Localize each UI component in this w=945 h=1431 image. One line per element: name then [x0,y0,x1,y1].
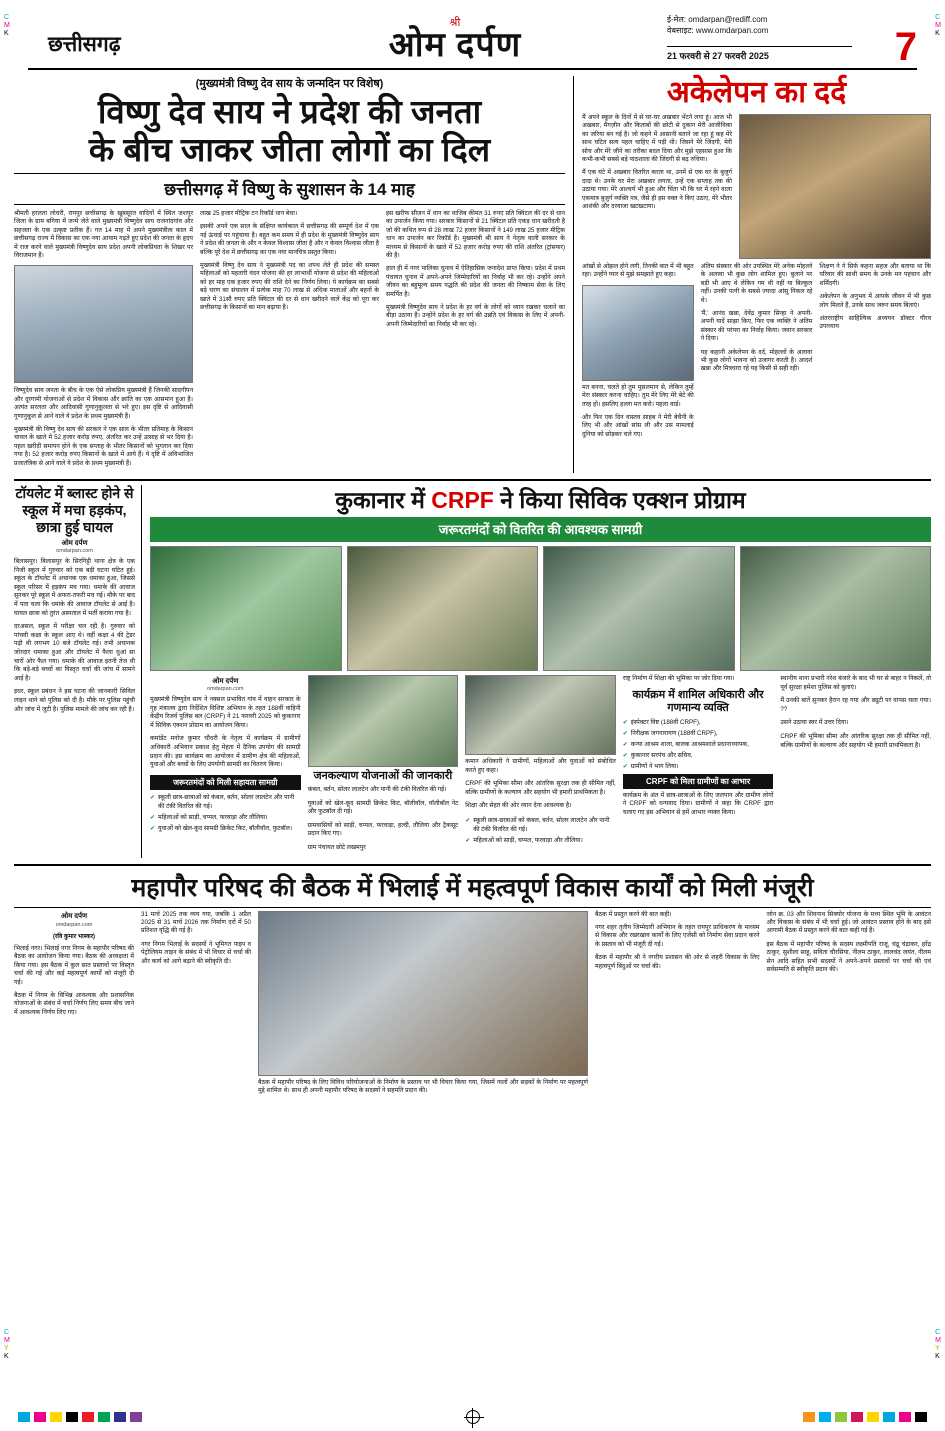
lead-story [14,76,574,473]
byline-site: omdarpan.com [56,548,93,555]
story-para: मैं उनकी बातें सुनकर हैरान रह गया और ड्यूटी पर वापस चला गया। ?? [780,697,931,713]
website-row [667,25,917,36]
swatch-yellow [50,1412,62,1422]
cm-portrait-photo [14,265,193,383]
swatch-light-blue [819,1412,831,1422]
author-portrait-photo [582,285,694,381]
story-para: CRPF की भूमिका सीमा और आंतरिक सुरक्षा तक ही सीमित नहीं, बल्कि ग्रामीणों के कल्याण और सहयोग भी हमारी प्राथमिकता है। [465,780,616,796]
toilet-blast-byline [14,539,135,554]
logo-top-text: श्री [449,17,461,30]
lead-subhead: छत्तीसगढ़ में विष्णु के सुशासन के 14 माह [14,173,565,205]
crpf-section [14,485,931,858]
crpf-photo-group [308,675,459,767]
swatch-cyan [18,1412,30,1422]
press-color-bar [0,1411,945,1423]
story-para: नगर शहर तृतीय जिम्मेदारी अभियान के तहत रायपुर प्राधिकरण के माध्यम से विकास और रखरखाव कार्यों के लिए एजेंसी को निर्माण सेवा प्रदान करने के प्रस्ताव को भी मंजूरी दी गई। [595,924,760,948]
byline-name: ओम दर्पण [212,678,239,686]
crpf-subhead-schemes: जनकल्याण योजनाओं की जानकारी [313,770,453,783]
story-para: बिलासपुर। बिलासपुर के सिरगिट्टी थाना क्षेत्र के एक निजी स्कूल में गुरुवार को एक बड़ी घटना घटित हुई। स्कूल के टॉयलेट में अचानक एक धमाका हुआ, जिससे स्कूल परिसर में हड़कंप मच गया। धमाके की आवाज सुनकर पूरे स्कूल में अफरा-तफरी मच गई। मौके पर बाद में पता चला कि धमाके की आवाज टॉयलेट से आई है। घायल छात्रा को तुरंत अस्पताल में भर्ती कराया गया है। [14,558,135,617]
main-content [14,76,931,473]
mayor-rule [14,907,931,908]
registration-mark-bottom-left: C M Y K [4,1329,10,1360]
toilet-blast-story [14,485,142,858]
lead-para: मुख्यमंत्री विष्णुदेव साय ने प्रदेश के हर वर्ग के लोगों को ध्यान रखकर चलाने का बीड़ा उठाया है। उन्होंने प्रदेश के हर वर्ग की उन्नति एवं विकास के लिए में अपनी-अपनी जिम्मेदारियों का निर्वाह भी कर रहे। [386,304,565,328]
swatch-red [82,1412,94,1422]
lead-para: हाल ही में नगर पालिका चुनाव में ऐतिहासिक जनादेश प्राप्त किया। प्रदेश में प्रथम पंचायत चुनाव में अपने-अपने जिम्मेदारियों का निर्वाह भी कर रहे। उन्होंने अपने जीवन का बहुमूल्य समय पद्धति की प्रदेश की जनता की निष्काम सेवा के लिए समर्पित है। [386,265,565,298]
lonely-para: और फिर एक दिन वास्तव साहब ने मेरी बेचैनी के लिए भी और आंखों सांस ली और उस मामलाई दुनिया को छोड़कर चले गए। [582,414,694,438]
toilet-blast-body [14,558,135,714]
state-name: छत्तीसगढ़ [48,33,121,56]
story-para: स्थानीय थाना प्रभारी नरेश बंजारे के बाद भी घर से बाहर न निकलें, तो पूर्व सुरक्षा हमेशा पुलिस को बुलाएं। [780,675,931,691]
list-item: ✔ कन्या आश्रम शाला, बालक आश्रमशाले प्रधानाध्यापक, [623,740,774,749]
byline-site: omdarpan.com [206,686,244,693]
story-para: 31 मार्च 2025 तक व्यय गया, जबकि 1 अप्रैल 2025 से 31 मार्च 2026 तक निर्माण दरों में 50 प्रतिशत वृद्धि की गई है। [141,910,251,935]
story-para: बैठक में निगम के विभिन्न आवश्यक और प्रशासनिक योजनाओं के संबंध में चर्चा निर्णय लिए समय बीच जाने में आवश्यक निर्णय लिए गए। [14,991,134,1016]
story-para: इस बैठक में महापौर परिषद के सदस्य लक्ष्मीपति राजू, चंद्रू चंद्राकर, हरेंद्र ठाकुर, सुशीला साहू, सविता चौरसिया, नीलम ठाकुर, लालचंद जयंत, नीलम सेन आदि सहित सभी सदस्यों ने अपने-अपने प्रस्तावों पर चर्चा की एवं सर्वसम्मति से स्वीकृति प्रदान की। [766,940,931,974]
story-para: कंबल, बर्तन, सोलर लालटेन और पानी की टंकी वितरित की गई। [307,786,447,794]
registration-mark-top-right: C M K [935,14,941,37]
lonely-para: शिक्षण ने ने सिर्फ़ कहना सहज और बताया था कि परिवार की साथी समय के उनके मन पहचान और शर्मिंदगी। [819,263,932,287]
story-para: दरअसल, स्कूल में परीक्षा चल रही है। गुरुवार को पांचवी कक्षा के स्कूल आए थे। वहीं कक्षा 4 की ट्रेडर पढ़ी थी लगभग 10 बजे टॉयलेट गई। तभी अचानक जोरदार धमाका हुआ और टॉयलेट में फैला धुआं सा चारों ओर फैल गया। धमाके की आवाज इतनी तेज थी कि बड़े-बड़े बच्चों का विस्तृत चर्चा की जांच में सामने आई है। [14,623,135,682]
story-para: ग्रामवासियों को साड़ी, चप्पल, फरवाड़ा, हल्दी, तौलिया और ट्रैकसूट प्रदान किए गए। [307,821,459,838]
lead-para: लाख 25 हजार मीट्रिक टन रिकॉर्ड धान बेचा। [200,210,298,217]
list-item: ✔ स्कूली छात्र-छात्राओं को कंबल, बर्तन, सोलर लालटेन और पानी की टंकी वितरित की गई। [465,816,616,834]
lonely-story [574,76,931,473]
byline-site: omdarpan.com [55,922,93,929]
list-item: ✔ महिलाओं को साड़ी, चप्पल, फरवाड़ा और तौलिया। [465,836,616,845]
crpf-headline-pre: कुकानार में [335,487,432,514]
lonely-column-3 [701,263,813,444]
swatch-yellow-2 [867,1412,879,1422]
masthead-contact-block [667,14,917,69]
crpf-column-2 [308,675,459,858]
lonely-para: मैं एक घंटे में अखबार वितरित करता था, उनमें से एक घर के बुजुर्ग दादा थे। उनके घर मेरा अखबार लगता, उन्हें एक सप्ताह तक की उठाया गया। मेरे आश्चर्य भी हुआ और चिंता भी कि घर में रहने वाला एकमात्र बुजुर्ग व्यक्ति पत्र, जैसे ही इस वक्त ने किए उठाए, मेरे भीतर आशंकी और दरवाजा खटखटाया। [582,169,732,211]
lead-para: मुख्यमंत्री की विष्णु देव साय की सरकार ने एक साल के भीतर प्रतिमाह के किसान चावल के खाते में 52 हजार करोड़ रुपए, अंतरित कर उन्हें उत्साह से भर दिया है। पहल खरीदी समापन होने के एक सप्ताह के भीतर किसानों को भुगतान कर दिया गया है। 52 हजार करोड़ रुपए किसानों के खाते में आये हैं। ये दृष्टि में अविभाजित प्रजातंत्रिक से आने वाले ये प्रदेश के प्रथम मुख्यमंत्री हैं। [14,426,193,467]
crpf-column-4 [623,675,774,858]
list-item: ✔ कुकानार सरपंच और सचिव, [623,751,774,760]
lonely-column-4 [819,263,931,444]
swatch-green [98,1412,110,1422]
mayor-column-1 [14,911,134,1101]
lead-body-columns [14,210,565,473]
crpf-col5-body [780,675,931,750]
crpf-photo-watertank [543,546,735,671]
story-para: जोन क्र. 03 और शिवनाथ सिक्योर योजना के मध्य स्थित भूमि के आवंटन और विकास के संबंध में भी चर्चा हुई। जो आवंटन प्रस्ताव होने के बाद इसे आगामी बैठक में प्रस्तुत करने की बात कही गई है। [766,910,931,935]
crpf-headline-acronym: CRPF [431,487,494,514]
toilet-blast-headline: टॉयलेट में ब्लास्ट होने से स्कूल में मचा हड़कंप, छात्रा हुई घायल [15,485,134,536]
story-para: CRPF की भूमिका सीमा और आंतरिक सुरक्षा तक ही सीमित नहीं, बल्कि ग्रामीणों के कल्याण और सहयोग भी हमारी प्राथमिकता है। [780,733,931,749]
registration-target-icon [466,1410,480,1424]
crpf-subhead-officials: कार्यक्रम में शामिल अधिकारी और गणमान्य व्यक्ति [632,688,764,714]
story-para: राष्ट्र निर्माण में शिक्षा की भूमिका पर जोर दिया गया। [622,675,735,683]
story-para: कमान अधिकारी ने ग्रामीणों, महिलाओं और युवाओं को संबोधित करते हुए कहा। [465,758,616,774]
swatch-magenta [34,1412,46,1422]
lonely-column-2 [582,263,694,444]
crpf-byline [150,677,301,692]
lead-headline-line2: के बीच जाकर जीता लोगों का दिल [88,131,491,168]
mayor-headline: महापौर परिषद की बैठक में भिलाई में महत्वपूर्ण विकास कार्यों को मिली मंजूरी [131,873,814,902]
byline-name: ओम दर्पण [61,540,88,548]
mayor-reporter: (रवि कुमार भास्कर) [52,934,96,941]
swatch-orange [803,1412,815,1422]
crpf-col2-body [308,786,459,853]
lonely-photo-student-elder [739,114,931,259]
masthead-logo-block [243,15,667,64]
website-value: www.omdarpan.com [695,26,769,35]
crpf-story [150,485,931,858]
byline-name: ओम दर्पण [60,912,88,920]
color-swatches-left [18,1412,142,1422]
email-row [667,14,917,25]
swatch-violet [130,1412,142,1422]
lead-column-1 [14,210,193,473]
crpf-photo-officials [740,546,932,671]
website-label: वेबसाइट: [667,26,694,35]
crpf-column-3 [465,675,616,858]
lonely-headline: अकेलेपन का दर्द [666,76,847,109]
crpf-aid-list [150,793,301,833]
lead-headline-line1: विष्णु देव साय ने प्रदेश की जनता [97,93,482,130]
lonely-para: मत बनना, चलते हो तुम मुसलमान से, लेकिन तुम्हें मेरा संस्कार करना चाहिए। तुम मेरे लिए मेरे बेटे की तरह हो। इसलिए हल्ला मत करो। पहला वार्ड। [582,383,694,408]
crpf-headline [150,487,931,513]
story-para: युवाओं को खेल-कूद सामग्री क्रिकेट किट, बॉलीवॉल, वॉलीबॉल नेट और फुटबॉल दी गई। [307,799,459,816]
newspaper-logo: ओम दर्पण [388,26,522,65]
story-para: कार्यक्रम के अंत में छात्र-छात्राओं के लिए जलपान और ग्रामीण लोगों ने CRPF को धन्यवाद दिया। ग्रामीणों ने कहा कि CRPF द्वारा चलाए गए इस अभियान से हमें आभार व्यक्त किया। [622,791,774,816]
lead-para: श्रीमती हरलता लोधरी, रायपुर छत्तीसगढ़ के खूबसूरत वादियों में स्थित जशपुर जिला के ग्राम बगिया में जन्मे जेते वाले मुख्यमंत्री विष्णुदेव साय राजनांदगांव और सहजता के एक उत्कृष्ट प्रतीक हैं। गत 14 माह में अपने मुख्यमंत्रीत्व काल में छत्तीसगढ़ राज्य में विकास का एक नया आयाम गढ़ते हुए प्रदेश की जनता के हृदय में राज करने वाले मुख्यमंत्री विष्णुदेव साय प्रदेश अपनी लोकप्रियता के शिखर पर विराजमान हैं। [14,210,193,260]
story-para: बैठक में महापौर परिषद के लिए विविध परियोजनाओं के निर्माण के प्रस्ताव पर भी विचार किया गया, जिसमें नालों और सड़कों के निर्माण पर महत्वपूर्ण मुद्दे शामिल थे। साथ ही अपनी महापौर परिषद के सदस्यों ने सहमति प्रदान की। [258,1078,588,1095]
lead-kicker: (मुख्यमंत्री विष्णु देव साय के जन्मदिन पर विशेष) [195,78,384,90]
lead-para: इसकी अपने एक साल के संक्षिप्त कार्यकाल में छत्तीसगढ़ की सम्पूर्ण देश में एक नई ऊंचाई पर पहुंचाया है। बहुत कम समय में ही प्रदेश के मुख्यमंत्री विष्णुदेव साय ने प्रदेश की जनता के और न केवल विश्वास जीता है और न केवल विश्वास जीता है बल्कि पूरे देश में छत्तीसगढ़ का एक नया मानचित्र प्रस्तुत किया। [200,223,379,256]
story-para: बैठक में प्रस्तुत करने की बात कही। [595,910,672,918]
list-item: ✔ निरीक्षक जगनारायण (188वीं CRPF), [623,729,774,738]
lead-headline [14,93,565,169]
story-para: मुख्यमंत्री विष्णुदेव साय ने नक्सल प्रभावित गांव में वाहन सरकार के गृह मंत्रालय द्वारा निर्देशित विशिष्ट अभियान के तहत 188वीं वाहिनी केंद्रीय रिजर्व पुलिस बल (CRPF) ने 21 फरवरी 2025 को कुकानार में सिविक एक्शन प्रोग्राम का आयोजन किया। [150,696,301,729]
registration-mark-bottom-right: C M Y K [935,1329,941,1360]
lonely-top-row [582,114,931,263]
lonely-para: अंतिम संस्कार की ओर उपस्थित मेरे अनेक मोहल्ले के अलावा भी कुछ लोग शामिल हुए। बुलाने पर बड़ी भी आए थे लेकिन गम थी नहीं या बिल्कुल नहीं। उनकी पत्नी के सबसे ज्यादा आंसू निकल रहे थे। [700,263,813,304]
lead-para: इस खरीफ सीजन में धान का वाजिब कीमत 31 रुपए प्रति क्विंटल की दर से धान का उपार्जन किया गया। सरकार किसानों से 21 क्विंटल प्रति एकड़ धान खरीदती है जो की कथित रूप से 28 लाख 72 हजार किसानों ने 149 लाख 25 हजार मीट्रिक धान का उपार्जन कर रिकॉर्ड है। मुख्यमंत्री श्री साय ने नेतृत्व वाली सरकार के माध्यम से किसानों के खाते में 52 हजार करोड़ रुपए की राशि अंतरित (ट्रांसफर) की है। [386,210,565,260]
crpf-col3-body [465,758,616,811]
swatch-black-2 [915,1412,927,1422]
mayor-byline [14,913,134,930]
crpf-col1-body [150,696,301,770]
lonely-bottom-row [582,263,931,444]
story-para: बैठक में महापौर श्री ने नगरीय प्रशासन की ओर से शहरी विकास के लिए महत्वपूर्ण बिंदुओं पर चर्चा की। [595,954,760,970]
page-number: 7 [894,25,917,69]
crpf-photo-row [150,546,931,671]
story-para: नगर निगम भिलाई के सदस्यों ने भूमिगत पाइप व पेट्रोलियम लाइन के संबंध में भी विचार से चर्चा की और कार्य को आगे बढ़ाने की स्वीकृति दी। [141,940,251,965]
swatch-black [66,1412,78,1422]
lonely-photo-wrap [739,114,931,263]
crpf-closing [623,792,774,818]
swatch-pink [851,1412,863,1422]
crpf-col4-body [623,675,774,684]
list-item: ✔ युवाओं को खेल-कूद सामग्री क्रिकेट किट, बॉलीवॉल, फुटबॉल। [150,824,301,833]
crpf-mixed-list [465,816,616,845]
mayor-column-3 [595,911,760,1101]
registration-target-wrap [142,1410,803,1424]
crpf-subhead-thanks: CRPF को मिला ग्रामीणों का आभार [623,774,774,789]
crpf-photo-handover [347,546,539,671]
email-label: ई-मेल: [667,15,687,24]
swatch-magenta-2 [899,1412,911,1422]
crpf-columns [150,675,931,858]
bottom-section-divider [14,864,931,866]
list-item: ✔ इंस्पेक्टर विष्ट (188वीं CRPF), [623,718,774,727]
lonely-para: अकेलेपन के अनुभव में आपके जीवन में भी कुछ लोग मिलते हैं, उनके साथ जरूर समय बिताएं। [819,293,932,309]
masthead [28,14,917,70]
mayor-photo-column [258,911,588,1101]
crpf-column-5 [780,675,931,858]
registration-mark-top-left: C M K [4,14,10,37]
mayor-columns [14,911,931,1101]
crpf-photo-distribution [150,546,342,671]
lead-column-2 [200,210,379,473]
swatch-blue [114,1412,126,1422]
story-para: उसने उठाया स्वर में उत्तर दिया। [780,719,849,727]
issue-date: 21 फरवरी से 27 फरवरी 2025 [667,46,852,62]
story-para: कमांडेंट मनोज कुमार चौधरी के नेतृत्व में कार्यक्रम में ग्रामीणों अधिकारी अभियान प्रकाश हेतु मेहता में दैनिक उपयोग की सामग्री प्रदान की। इस कार्यक्रम का आयोजन में ग्रामीण क्षेत्र की महिलाओं, युवाओं और बच्चों के लिए उपयोगी सामग्री का वितरण किया। [150,735,301,769]
lonely-para: मैं अपने स्कूल के दिनों में से घर-घर अखबार भेंटने लगा हूं। आज भी अखबार, मैगज़ीन और किताबों की छोटी से दुकान मेरी आजीविका का जरिया बन गई है। जो कहने में आसानी बताने जा रहा हूं कह मेरे साथ घटित सत्य पहल चाहिए में पड़ी थी। जिसने मेरे जिंदगी, मेरी सोच और मेरे जीने का तरीका बदल दिया और मुझे एहसास हुआ कि कभी-कभी सबसे बड़े पाठशाला की जिंदगी से बढ़ रुचिया। [582,114,732,164]
list-item: ✔ ग्रामीणों ने भाग लिया। [623,762,774,771]
lonely-column-1 [582,114,732,263]
color-swatches-right [803,1412,927,1422]
lonely-para: आंखों से ओझल होने लगी, तिनकी बात में भी बहुत रहा। उन्होंने प्यार से मुझे समझाते हुए कहा। [582,263,694,279]
swatch-light-green [835,1412,847,1422]
crpf-headline-post: ने किया सिविक एक्शन प्रोग्राम [493,487,746,514]
list-item: ✔ स्कूली छात्र-छात्राओं को कंबल, बर्तन, सोलर लालटेन और पानी की टंकी वितरित की गई। [150,793,301,811]
story-para: ग्राम पंचायत छोटे लखमपुर [307,844,366,852]
swatch-cyan-2 [883,1412,895,1422]
lead-para: मुख्यमंत्री विष्णु देव साय ने मुख्यमंत्री पद का शपथ लेते ही प्रदेश की समस्त महिलाओं को महतारी वंदन योजना की हर लाभार्थी योजना से प्रदेश की महिलाओं को हर माह एक हजार रुपए की राशि देने का निर्णय लिया। ये कार्यक्रम का सबसे बड़े चरण का संचालन में प्रत्येक माह 70 लाख से अधिक माताओं और बहनों के खाते में 31सौ रुपए प्रति क्विंटल की दर से धान खरीदने वाले केंद्र को पूरा कर छत्तीसगढ़ के किसानों का मान बढ़ाया है। [200,262,379,312]
lonely-para: अंतरराष्ट्रीय साहित्यिक अध्ययन डॉक्टर गौरव उपाध्याय [819,315,932,331]
mayor-meeting-photo [258,911,588,1076]
crpf-green-banner: जरूरतमंदों को वितरित की आवश्यक सामग्री [150,517,931,542]
story-para: भिलाई नगर। भिलाई नगर निगम के महापौर परिषद की बैठक का आयोजन किया गया। बैठक की अध्यक्षता में किया गया। इस बैठक में कुल सात प्रस्तावों पर विस्तृत चर्चा की गई और कई महत्वपूर्ण कार्यों को मंजूरी दी गई। [14,944,134,986]
crpf-column-1 [150,675,301,858]
crpf-officials-list [623,718,774,771]
crpf-subhead-aid: जरूरतमंदों को मिली सहायता सामग्री [150,775,301,790]
list-item: ✔ महिलाओं को साड़ी, चप्पल, फरवाड़ा और तौलिया। [150,813,301,822]
email-value: omdarpan@rediff.com [688,15,768,24]
crpf-photo-ceremony [465,675,616,755]
mayor-column-4 [767,911,932,1101]
section-divider [14,479,931,481]
lonely-para: 'मैं,' आनंद खन्ना, देवेंद्र कुमार सिन्हा ने अपनी-अपनी यादें साझा किए, फिर एक व्यक्ति ने अंतिम संस्कार की परंपरा का निर्वाह किया। जवान सरकार ने दिया। [700,310,813,343]
story-para: शिक्षा और सेहत की ओर ध्यान देना आवश्यक है। [465,802,572,810]
lead-para: विष्णुदेव साय जनता के बीच के एक ऐसे लोकप्रिय मुख्यमंत्री हैं जिनकी सादगीपन और दूरगामी योजनाओं से प्रदेश में विकास और क्रांति का एक आसमान हुआ है। अत्यंत सरलता और आदिवासी गुणानुकूलता से भरे हुए। इस दृष्टि से आदिवासी गुणानुकूल से आने वाले ये प्रदेश के प्रथम मुख्यमंत्री हैं। [14,387,193,420]
mayor-column-2 [141,911,251,1101]
lead-column-3 [386,210,565,473]
lonely-para: यह कहानी अकेलेपन के दर्द, मोहल्लों के अलावा भी कुछ लोगों भावना को उजागर करती है। आदर्श खन्ना और मित्रधारा रहे यह किसी से सही रही। [700,348,813,373]
story-para: इधर, स्कूल प्रबंधन ने इस घटना की जानकारी सिविल लाइन थाने को पुलिस को दी है। मौके पर पुलिस पहुंची और जांच में जुटी है। पुलिस मामले की जांच कर रही है। [14,688,135,713]
